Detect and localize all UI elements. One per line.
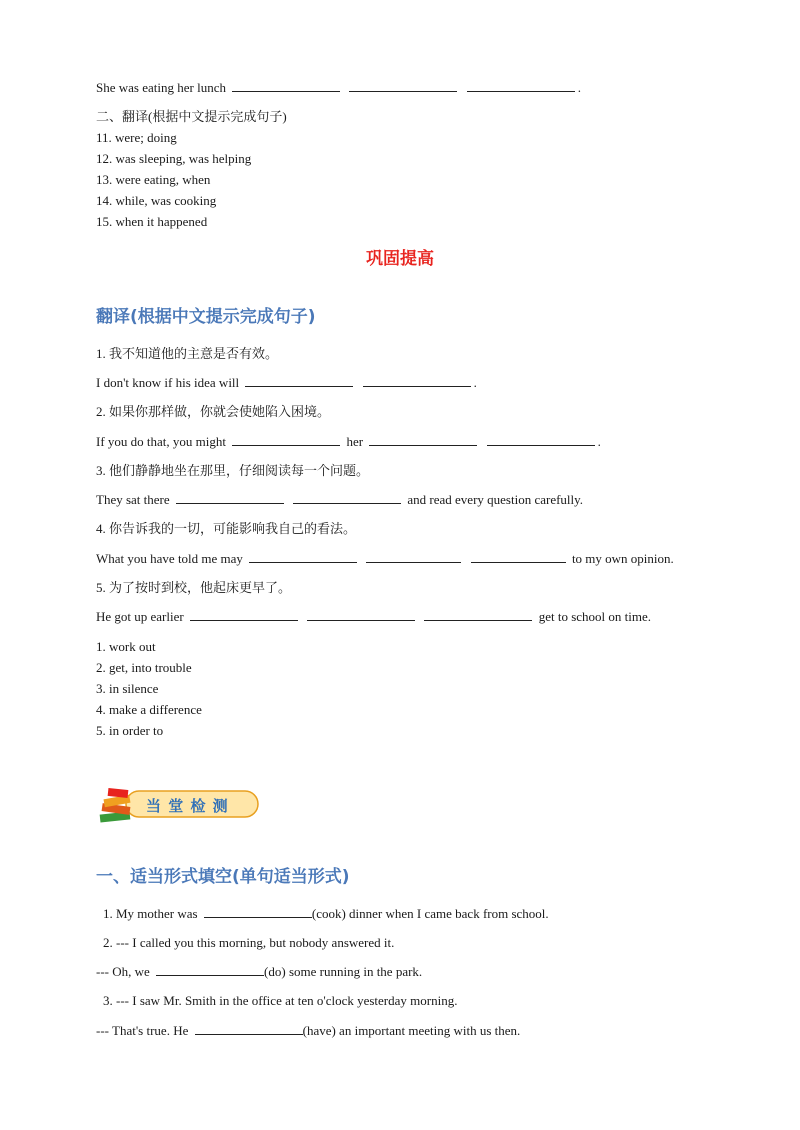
sentence-line: I don't know if his idea will . (96, 375, 477, 390)
answer-blank[interactable] (471, 561, 566, 563)
answer-blank[interactable] (249, 561, 357, 563)
sentence-line: If you do that, you might her . (96, 434, 601, 449)
banner-label: 当 堂 检 测 (146, 797, 229, 815)
answer-blank[interactable] (424, 619, 532, 621)
fill-heading: 一、适当形式填空(单句适当形式) (96, 867, 350, 887)
answer-blank[interactable] (195, 1033, 303, 1035)
sentence-line: --- That's true. He (have) an important meeting with us then. (96, 1023, 521, 1038)
answer-line: 11. were; doing (96, 130, 177, 145)
answer-blank[interactable] (245, 385, 353, 387)
answer-blank[interactable] (487, 444, 595, 446)
sentence-line: What you have told me may to my own opinion. (96, 551, 674, 566)
answer-line: 4. make a difference (96, 702, 202, 717)
sentence-end: . (577, 80, 581, 95)
answer-line: 12. was sleeping, was helping (96, 151, 252, 166)
answer-blank[interactable] (232, 90, 340, 92)
sentence-line: They sat there and read every question carefully. (96, 492, 584, 507)
chinese-prompt: 3. 他们静静地坐在那里，仔细阅读每一个问题。 (96, 463, 370, 478)
answer-blank[interactable] (366, 561, 461, 563)
answer-blank[interactable] (369, 444, 477, 446)
answer-blank[interactable] (467, 90, 575, 92)
answer-blank[interactable] (176, 502, 284, 504)
question-line: 3. --- I saw Mr. Smith in the office at ten o'clock yesterday morning. (103, 993, 458, 1008)
sentence-line: He got up earlier get to school on time. (96, 609, 652, 624)
answer-blank[interactable] (349, 90, 457, 92)
answer-line: 14. while, was cooking (96, 193, 217, 208)
answer-blank[interactable] (232, 444, 340, 446)
answer-line: 3. in silence (96, 681, 159, 696)
answer-line: 2. get, into trouble (96, 660, 192, 675)
answer-blank[interactable] (190, 619, 298, 621)
question-line: 2. --- I called you this morning, but nobody answered it. (103, 935, 395, 950)
chinese-prompt: 1. 我不知道他的主意是否有效。 (96, 346, 279, 361)
answer-blank[interactable] (204, 916, 312, 918)
sentence-line: 1. My mother was (cook) dinner when I came back from school. (103, 906, 549, 921)
answer-line: 5. in order to (96, 723, 164, 738)
translate-heading: 翻译(根据中文提示完成句子) (96, 307, 316, 327)
answer-blank[interactable] (307, 619, 415, 621)
sentence-line: --- Oh, we (do) some running in the park. (96, 964, 423, 979)
sentence-text: She was eating her lunch (96, 80, 226, 95)
answer-blank[interactable] (156, 974, 264, 976)
answer-line: 15. when it happened (96, 214, 208, 229)
answer-blank[interactable] (293, 502, 401, 504)
answer-line: 13. were eating, when (96, 172, 211, 187)
section-heading: 二、翻译(根据中文提示完成句子) (96, 109, 287, 124)
chinese-prompt: 4. 你告诉我的一切，可能影响我自己的看法。 (96, 521, 357, 536)
answer-line: 1. work out (96, 639, 156, 654)
consolidate-title: 巩固提高 (366, 249, 434, 269)
class-test-banner (96, 785, 261, 830)
sentence-line (96, 80, 581, 96)
chinese-prompt: 5. 为了按时到校，他起床更早了。 (96, 580, 292, 595)
answer-blank[interactable] (363, 385, 471, 387)
chinese-prompt: 2. 如果你那样做，你就会使她陷入困境。 (96, 404, 331, 419)
